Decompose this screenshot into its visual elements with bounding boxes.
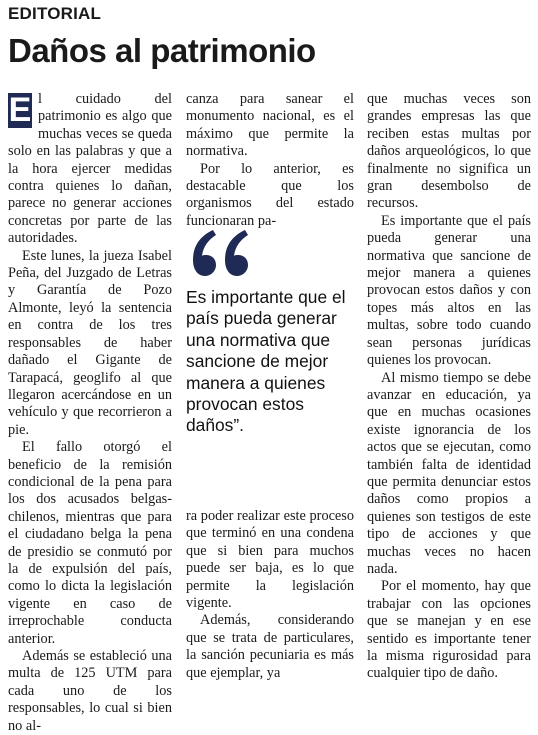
paragraph: Por el momento, hay que trabajar con las opciones que se manejan y en ese sentido es importante tener la misma rigurosidad para cualquier tipo de daño. — [367, 578, 531, 682]
paragraph: Es importante que el país pueda generar una normativa que sancione de mejor manera a quienes provocan estos daños y con topes más altos en las multas, sobre todo cuando sean personas jurídicas quienes los provocan. — [367, 212, 531, 369]
paragraph-text: l cuidado del patrimonio es algo que muchas veces se queda solo en las palabras y que a la hora ejercer medidas contra quienes lo dañan, parece no generar acciones concretas por parte de las autoridades. — [8, 91, 172, 247]
article-column-3 — [367, 91, 531, 683]
quote-open-icon — [186, 226, 256, 278]
article-column-2-top — [186, 91, 354, 230]
paragraph: Este lunes, la jueza Isabel Peña, del Juzgado de Letras y Garantía de Pozo Almonte, leyó la sentencia en contra de los tres responsables de haber dañado el Gigante de Tarapacá, geoglifo al que llegaron acercándose en un vehículo y que recorrieron a pie. — [8, 247, 172, 438]
paragraph: que muchas veces son grandes empresas las que reciben estas multas por daños arqueológicos, lo que finalmente no significa un gran desembolso de recursos. — [367, 91, 531, 212]
paragraph — [8, 91, 172, 248]
article-column-2-bottom — [186, 508, 354, 682]
paragraph: Por lo anterior, es destacable que los organismos del estado funcionaran pa- — [186, 160, 354, 229]
paragraph: Además, considerando que se trata de particulares, la sanción pecuniaria es más que ejemplar, ya — [186, 612, 354, 681]
paragraph: Además se estableció una multa de 125 UTM para cada uno de los responsables, lo cual si bien no al- — [8, 648, 172, 734]
article-column-1 — [8, 91, 172, 735]
paragraph: ra poder realizar este proceso que terminó en una condena que si bien para muchos puede ser baja, es lo que permite la legislación vigente. — [186, 508, 354, 612]
section-label: EDITORIAL — [8, 4, 102, 23]
pull-quote: Es importante que el país pueda generar una normativa que sancione de mejor manera a quienes provocan estos daños”. — [186, 287, 346, 436]
paragraph: El fallo otorgó el beneficio de la remisión condicional de la pena para los dos acusados belgas-chilenos, mientras que para el ciudadano belga la pena de presidio se conmutó por la de expulsión del país, como lo dicta la legislación vigente en caso de irreprochable conducta anterior. — [8, 439, 172, 647]
drop-cap: E — [8, 91, 32, 129]
paragraph: canza para sanear el monumento nacional, es el máximo que permite la normativa. — [186, 91, 354, 160]
paragraph: Al mismo tiempo se debe avanzar en educación, ya que en muchas ocasiones existe ignorancia de los actos que se ejecutan, como también falta de identidad que permita denunciar estos daños como propios a quienes son testigos de este tipo de acciones y que muchas veces no hacen nada. — [367, 369, 531, 577]
headline: Daños al patrimonio — [8, 32, 316, 69]
